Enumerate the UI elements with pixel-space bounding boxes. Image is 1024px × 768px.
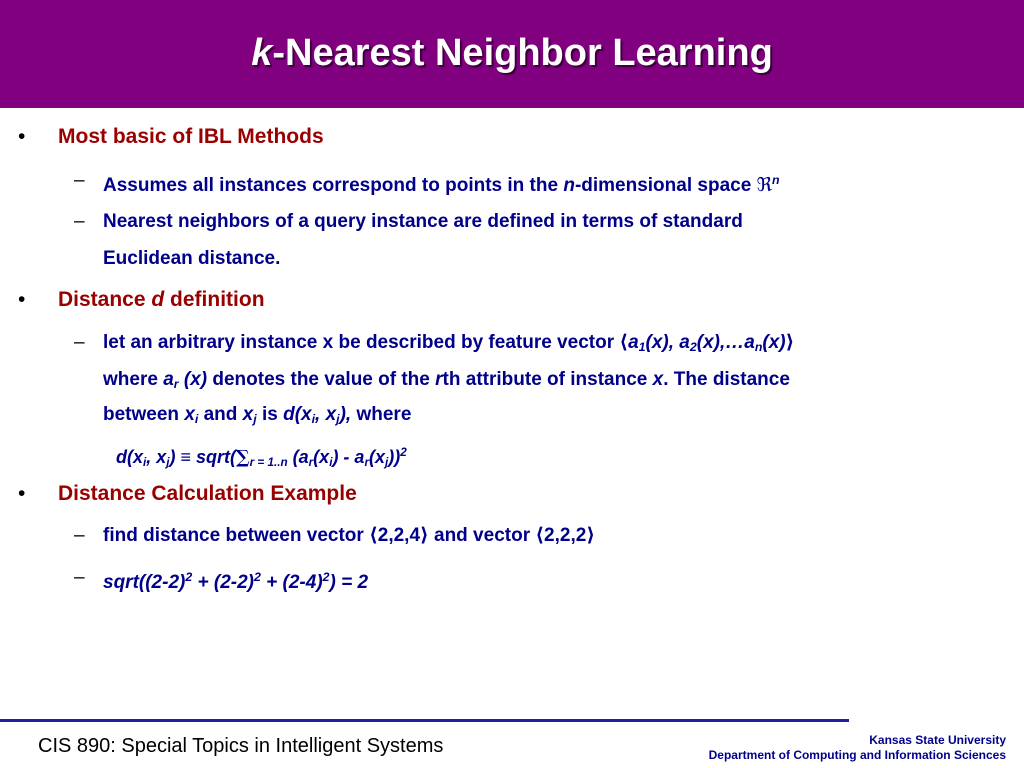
distance-formula: $d(x_i$, $x_j$) ≡ $sqrt(\sum_{r = 1..n}$ $(a_r(x_i) - a_r(x_j))^2$ bbox=[116, 446, 407, 469]
bullet-most-basic: Most basic of IBL Methods bbox=[58, 125, 324, 148]
footer-divider bbox=[0, 719, 849, 722]
slide-title: k-Nearest Neighbor Learning bbox=[251, 32, 773, 74]
dash-marker: – bbox=[74, 170, 85, 191]
sub-bullet-feature-vector-line1: let an arbitrary instance x be described by feature vector $⟨a_1(x)$, $a_2(x),\dots a_n(x)⟩$ bbox=[103, 332, 795, 354]
sub-bullet-sqrt-calculation: $sqrt((2-2)^2 + (2-2)^2 + (2-4)^2) = 2$ bbox=[103, 570, 369, 593]
sub-bullet-feature-vector-line3: between $x_i$ and $x_j$ is $d(x_i$, $x_j$), where bbox=[103, 404, 412, 426]
bullet-distance-definition: Distance d definition bbox=[58, 288, 265, 311]
bullet-marker: • bbox=[18, 482, 26, 505]
sub-bullet-find-distance: find distance between vector ⟨2,2,4⟩ and vector ⟨2,2,2⟩ bbox=[103, 525, 596, 546]
footer-institution bbox=[709, 733, 1006, 763]
bullet-marker: • bbox=[18, 288, 26, 311]
footer-university: Kansas State University bbox=[869, 733, 1006, 747]
footer-course: CIS 890: Special Topics in Intelligent Systems bbox=[38, 735, 444, 757]
sub-bullet-nearest-line1: Nearest neighbors of a query instance are defined in terms of standard bbox=[103, 211, 743, 232]
dash-marker: – bbox=[74, 567, 85, 588]
dash-marker: – bbox=[74, 332, 85, 353]
bullet-calculation-example: Distance Calculation Example bbox=[58, 482, 357, 505]
footer-department: Department of Computing and Information Sciences bbox=[708, 748, 1006, 762]
sub-bullet-instances-space: Assumes all instances correspond to points in the n-dimensional space ℜ$^n$ bbox=[103, 173, 780, 196]
dash-marker: – bbox=[74, 525, 85, 546]
bullet-marker: • bbox=[18, 125, 26, 148]
sub-bullet-nearest-line2: Euclidean distance. bbox=[103, 248, 281, 269]
dash-marker: – bbox=[74, 211, 85, 232]
sub-bullet-feature-vector-line2: where $a_r$ (x) denotes the value of the rth attribute of instance x. The distance bbox=[103, 369, 790, 391]
